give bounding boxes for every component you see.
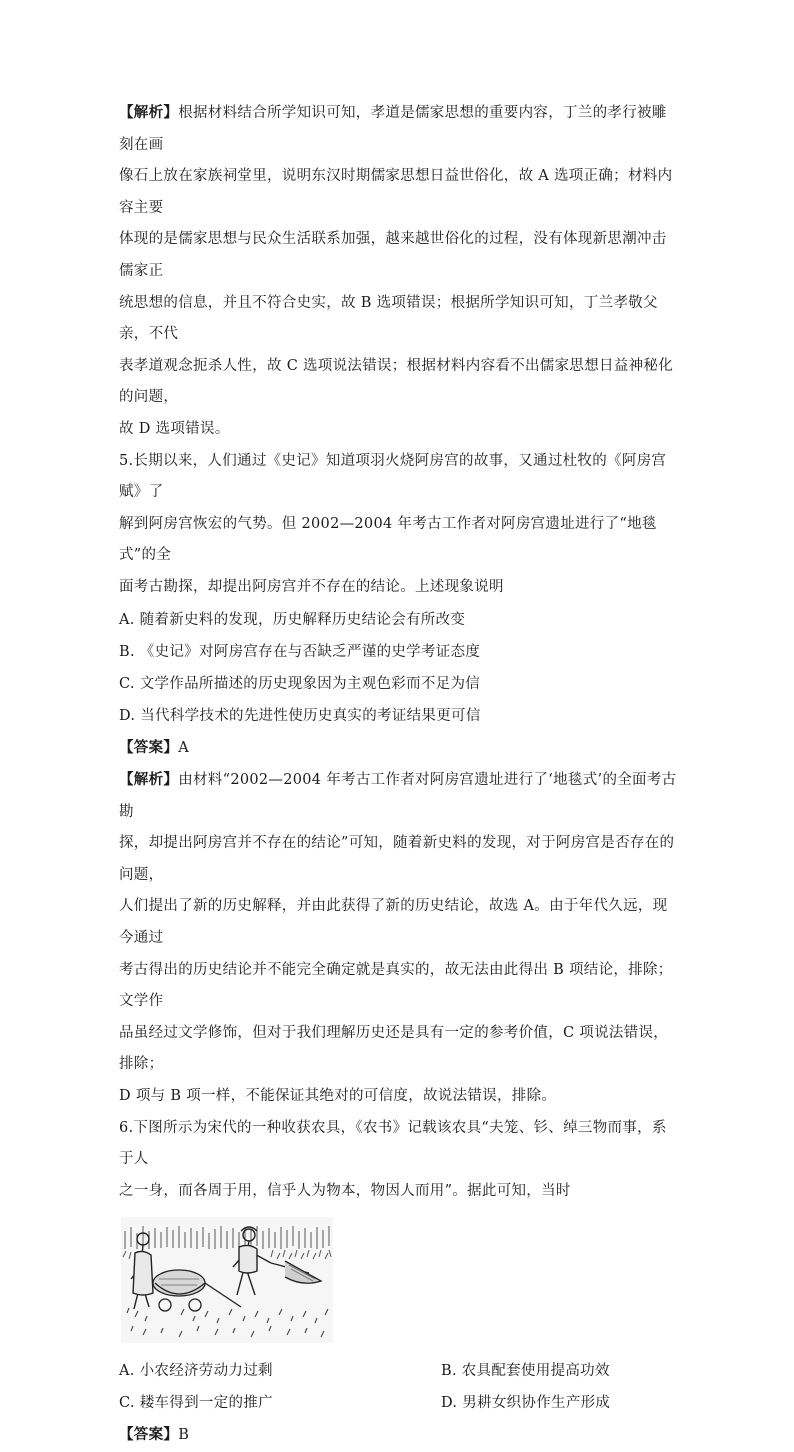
q6-option-c: C. 耧车得到一定的推广: [119, 1395, 273, 1412]
q6-option-a: A. 小农经济劳动力过剩: [119, 1363, 273, 1380]
q4-analysis: [119, 97, 679, 446]
question-5: [119, 446, 679, 1113]
q6-stem-line-2: 之一身，而各周于用，信乎人为物本，物因人而用”。据此可知，当时: [119, 1182, 571, 1199]
analysis-tag: 【解析】: [119, 104, 179, 121]
q5-analysis-line-5: 品虽经过文学修饰，但对于我们理解历史还是具有一定的参考价值，C 项说法错误，排除；: [119, 1024, 669, 1073]
answer-value: B: [178, 1427, 190, 1444]
q5-analysis-line-3: 人们提出了新的历史解释，并由此获得了新的历史结论，故选 A。由于年代久远，现今通过: [119, 898, 668, 947]
q4-analysis-line-4: 统思想的信息，并且不符合史实，故 B 选项错误；根据所学知识可知，丁兰孝敬父亲，不代: [119, 294, 658, 343]
q5-answer: [119, 732, 679, 765]
harvest-tool-woodcut-figure: [121, 1217, 333, 1343]
q5-option-c: C. 文学作品所描述的历史现象因为主观色彩而不足为信: [119, 675, 481, 692]
q6-stem-line-1: 6.下图所示为宋代的一种收获农具，《农书》记载该农具“夫笼、钐、绰三物而事，系于人: [119, 1119, 667, 1168]
q4-analysis-line-3: 体现的是儒家思想与民众生活联系加强，越来越世俗化的过程，没有体现新思潮冲击儒家正: [119, 231, 667, 279]
q5-analysis-line-4: 考古得出的历史结论并不能完全确定就是真实的，故无法由此得出 B 项结论，排除；文学作: [119, 961, 673, 1010]
q6-option-d: D. 男耕女织协作生产形成: [441, 1395, 611, 1412]
q6-options: [119, 1355, 679, 1419]
question-6: [119, 1113, 679, 1452]
q5-analysis-line-1: 【解析】由材料“2002—2004 年考古工作者对阿房宫遗址进行了‘地毯式’的全面考古勘: [119, 771, 677, 820]
answer-value: A: [178, 739, 189, 756]
q5-analysis-line-6: D 项与 B 项一样，不能保证其绝对的可信度，故说法错误，排除。: [119, 1088, 557, 1105]
q4-analysis-line-5: 表孝道观念扼杀人性，故 C 选项说法错误；根据材料内容看不出儒家思想日益神秘化的问题，: [119, 357, 674, 406]
q4-analysis-line-6: 故 D 选项错误。: [119, 420, 230, 437]
q5-option-b: B. 《史记》对阿房宫存在与否缺乏严谨的史学考证态度: [119, 643, 481, 660]
q5-stem-line-3: 面考古勘探，却提出阿房宫并不存在的结论。上述现象说明: [119, 578, 504, 595]
q5-option-d: D. 当代科学技术的先进性使历史真实的考证结果更可信: [119, 707, 481, 724]
content-column: [119, 97, 679, 1452]
q4-analysis-line-2: 像石上放在家族祠堂里，说明东汉时期儒家思想日益世俗化，故 A 选项正确；材料内容主要: [119, 168, 673, 216]
q5-analysis-line-2: 探，却提出阿房宫并不存在的结论”可知，随着新史料的发现，对于阿房宫是否存在的问题，: [119, 835, 675, 883]
analysis-tag: 【解析】: [119, 771, 179, 789]
answer-tag: 【答案】: [119, 738, 179, 756]
q6-option-b: B. 农具配套使用提高功效: [441, 1363, 610, 1380]
answer-tag: 【答案】: [119, 1426, 179, 1444]
q5-stem-line-1: 5.长期以来，人们通过《史记》知道项羽火烧阿房宫的故事，又通过杜牧的《阿房宫赋》了: [119, 452, 667, 501]
q4-analysis-line-1: 【解析】根据材料结合所学知识可知，孝道是儒家思想的重要内容，丁兰的孝行被雕刻在画: [119, 104, 667, 153]
q6-answer: [119, 1419, 679, 1452]
q5-stem-line-2: 解到阿房宫恢宏的气势。但 2002—2004 年考古工作者对阿房宫遗址进行了“地毯式”的全: [119, 515, 657, 564]
q5-option-a: A. 随着新史料的发现，历史解释历史结论会有所改变: [119, 611, 466, 628]
